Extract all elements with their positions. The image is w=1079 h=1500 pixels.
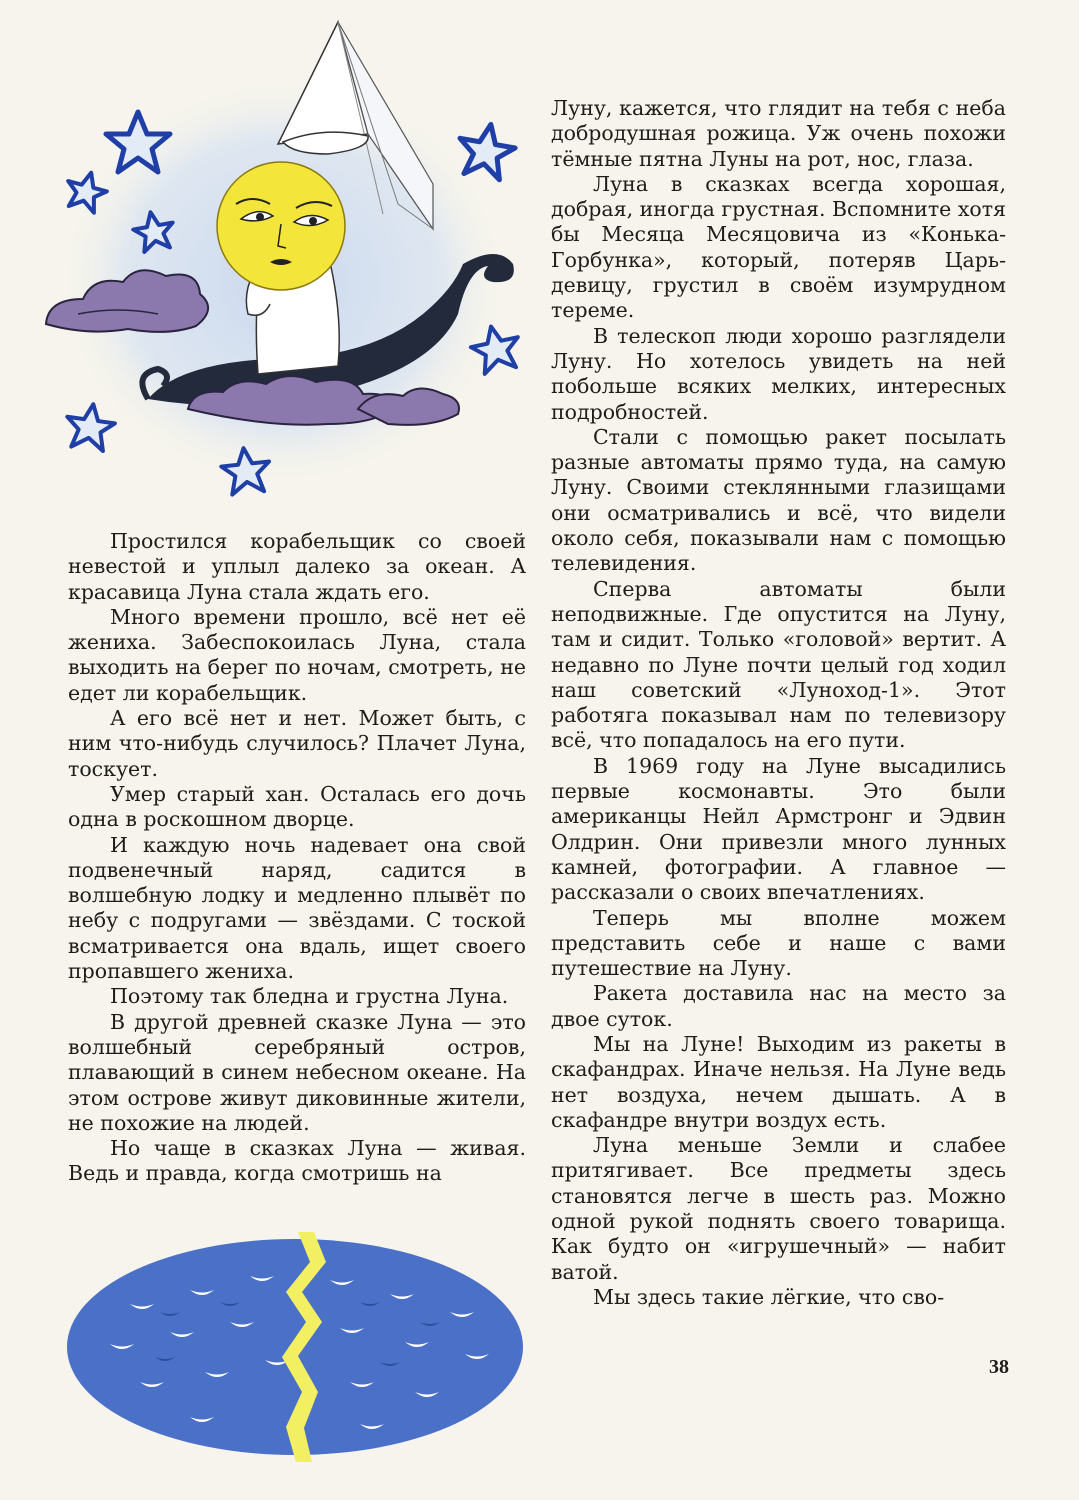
star-icon — [454, 120, 518, 182]
paragraph: Мы на Луне! Выходим из ракеты в скафандрах. Иначе нельзя. На Луне ведь нет воздуха, нечем дышать. А в скафандре внутри воздух есть. — [551, 1031, 1006, 1132]
star-icon — [63, 401, 117, 452]
paragraph: В телескоп люди хорошо разглядели Луну. Но хотелось увидеть на ней побольше всяких мелких, интересных подробностей. — [551, 323, 1006, 424]
right-text-column — [551, 96, 1006, 1310]
paragraph: Умер старый хан. Осталась его дочь одна в роскошном дворце. — [68, 781, 526, 832]
paragraph: Много времени прошло, всё нет её жениха. Забеспокоилась Луна, стала выходить на берег по ночам, смотреть, не едет ли корабельщик. — [68, 604, 526, 705]
paragraph: Ракета доставила нас на место за двое суток. — [551, 981, 1006, 1031]
paragraph: Теперь мы вполне можем представить себе и наше с вами путешествие на Луну. — [551, 905, 1006, 981]
paragraph: Но чаще в сказках Луна — живая. Ведь и правда, когда смотришь на — [68, 1136, 526, 1186]
paragraph: Луну, кажется, что глядит на тебя с неба добродушная рожица. Уж очень похожи тёмные пятна Луны на рот, нос, глаза. — [551, 96, 1006, 171]
paragraph: Поэтому так бледна и грустна Луна. — [110, 984, 509, 1009]
paragraph: Сперва автоматы были неподвижные. Где опустится на Луну, там и сидит. Только «головой» вертит. А недавно по Луне почти целый год ходил наш советский «Луноход-1». Этот работяга показывал нам по телевизору всё, что попадалось на его пути. — [551, 576, 1006, 753]
paragraph: Луна меньше Земли и слабее притягивает. Все предметы здесь становятся легче в шесть раз. Можно одной рукой поднять своего товарища. Как будто он «игрушечный» — набит ватой. — [551, 1133, 1006, 1284]
paragraph: В другой древней сказке Луна — это волшебный серебряный остров, плавающий в синем небесном океане. На этом острове живут диковинные жители, не похожие на людей. — [68, 1009, 526, 1135]
island-illustration — [60, 1232, 530, 1462]
page-number: 38 — [989, 1356, 1009, 1378]
paragraph: Мы здесь такие лёгкие, что сво- — [593, 1284, 945, 1309]
paragraph: Простился корабельщик со своей невестой и уплыл далеко за океан. А красавица Луна стала ждать его. — [68, 529, 526, 604]
moon-face — [217, 162, 345, 290]
paragraph: Луна в сказках всегда хорошая, добрая, иногда грустная. Вспомните хотя бы Месяца Месяцовича из «Конька-Горбунка», который, потеряв Царь-девицу, грустил в своём изумрудном тереме. — [551, 171, 1006, 323]
paragraph: И каждую ночь надевает она свой подвенечный наряд, садится в волшебную лодку и медленно плывёт по небу с подругами — звёздами. С тоской всматривается она вдаль, ищет своего пропавшего жениха. — [68, 832, 526, 984]
left-text-column — [68, 529, 526, 1187]
paragraph: А его всё нет и нет. Может быть, с ним что-нибудь случилось? Плачет Луна, тоскует. — [68, 706, 526, 781]
paragraph: Стали с помощью ракет посылать разные автоматы прямо туда, на самую Луну. Своими стеклянными глазищами они осматривались и всё, что видели около себя, показывали нам с помощью телевидения. — [551, 424, 1006, 576]
moon-princess-illustration — [38, 14, 528, 504]
paragraph: В 1969 году на Луне высадились первые космонавты. Это были американцы Нейл Армстронг и Эдвин Олдрин. Они привезли много лунных камней, фотографии. А главное — рассказали о своих впечатлениях. — [551, 753, 1006, 905]
